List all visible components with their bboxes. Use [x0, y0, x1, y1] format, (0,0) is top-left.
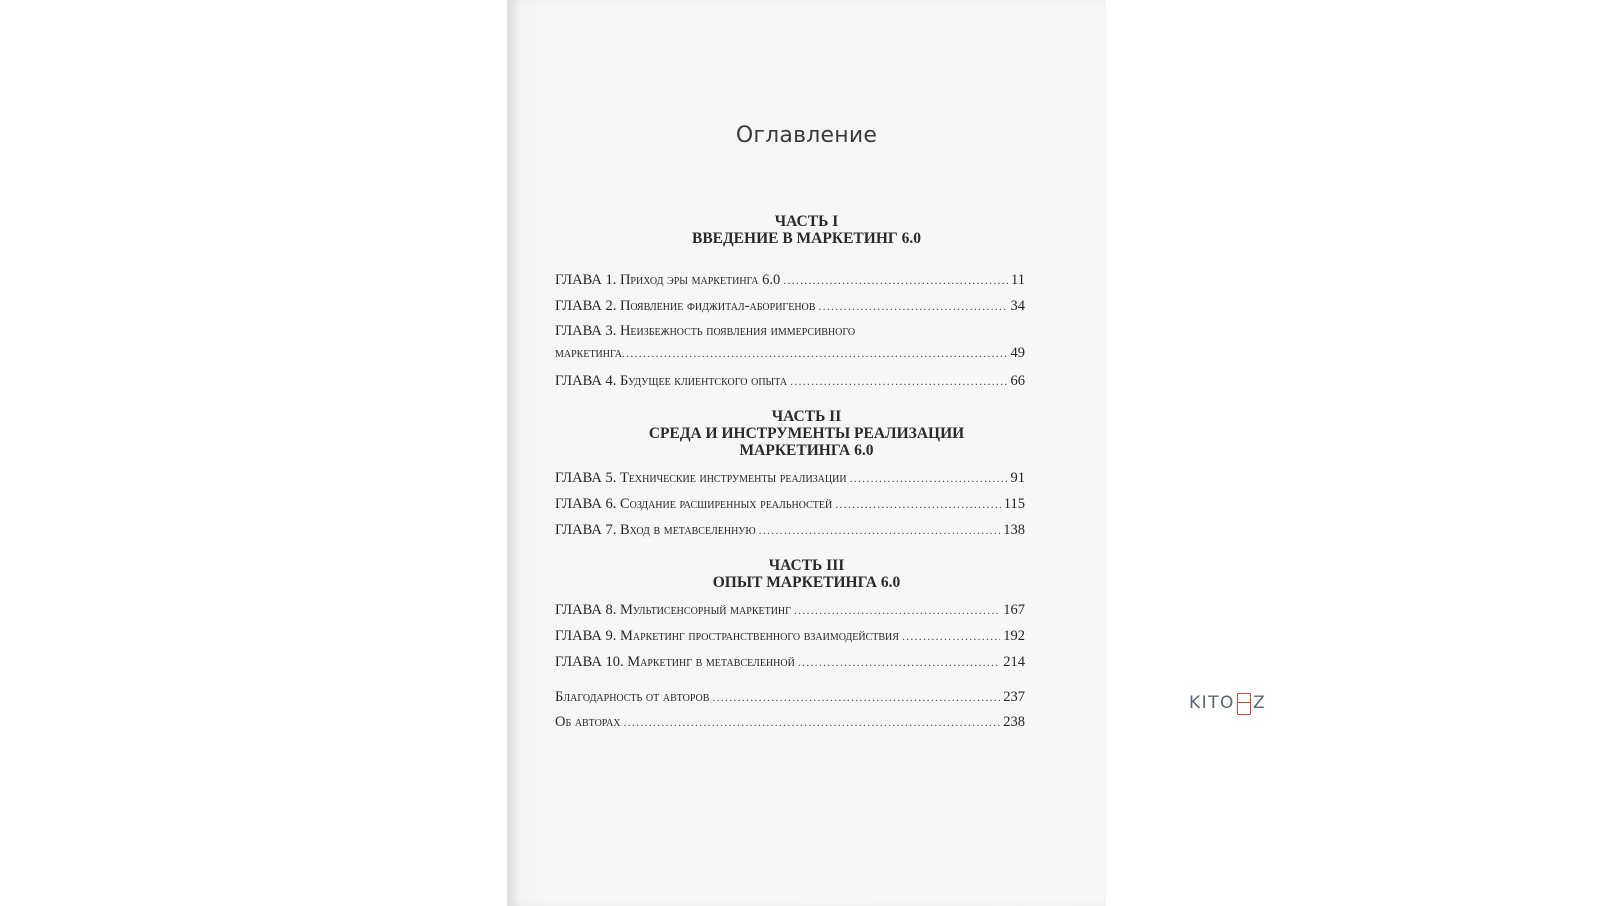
logo-text-right: Z — [1252, 693, 1267, 713]
part-heading-1 — [537, 213, 1076, 247]
chapter-title: Маркетинг в метавселенной — [627, 654, 795, 670]
chapter-title: Технические инструменты реализации — [619, 470, 847, 486]
chapter-title: Создание расширенных реальностей — [619, 496, 833, 512]
part-title: ОПЫТ МАРКЕТИНГА 6.0 — [712, 574, 901, 591]
chapter-prefix: ГЛАВА 9. — [555, 628, 617, 644]
dot-leader — [622, 344, 1008, 362]
chapter-prefix: ГЛАВА 1. — [555, 272, 617, 288]
toc-entry-chapter-6[interactable] — [555, 495, 1025, 513]
dot-leader — [798, 653, 1000, 671]
chapter-title: Приход эры маркетинга 6.0 — [619, 272, 781, 288]
page-number: 167 — [1003, 602, 1025, 618]
toc-entry-chapter-7[interactable] — [555, 521, 1025, 539]
chapter-prefix: ГЛАВА 7. — [555, 522, 617, 538]
chapter-prefix: ГЛАВА 2. — [555, 298, 617, 314]
book-icon — [1237, 693, 1251, 715]
chapter-prefix: ГЛАВА 4. — [555, 373, 617, 389]
part-label: ЧАСТЬ I — [774, 213, 839, 230]
logo-text-left: KITO — [1189, 693, 1235, 713]
page-number: 49 — [1010, 345, 1025, 361]
toc-entry-chapter-3[interactable] — [555, 322, 1025, 362]
page-number: 214 — [1003, 654, 1025, 670]
dot-leader — [818, 297, 1007, 315]
page-number: 138 — [1003, 522, 1025, 538]
chapter-title: Маркетинг пространственного взаимодействия — [619, 628, 899, 644]
chapter-title: Будущее клиентского опыта — [619, 373, 788, 389]
chapter-prefix: ГЛАВА 3. — [555, 323, 617, 339]
dot-leader — [790, 372, 1007, 390]
part-label: ЧАСТЬ II — [771, 408, 842, 425]
part-heading-3 — [537, 557, 1076, 591]
kitobz-logo — [1189, 692, 1266, 714]
page-title: Оглавление — [735, 123, 878, 148]
part-label: ЧАСТЬ III — [768, 557, 845, 574]
toc-entry-chapter-2[interactable] — [555, 297, 1025, 315]
dot-leader — [783, 271, 1008, 289]
toc-entry-acknowledgements[interactable] — [555, 688, 1025, 706]
dot-leader — [624, 713, 1001, 731]
chapter-title: Появление фиджитал-аборигенов — [619, 298, 816, 314]
part-title: МАРКЕТИНГА 6.0 — [739, 442, 874, 459]
chapter-title-continued: маркетинга — [555, 345, 622, 361]
toc-entry-chapter-5[interactable] — [555, 469, 1025, 487]
part-heading-2 — [537, 408, 1076, 459]
entry-title: Благодарность от авторов — [555, 689, 710, 705]
toc-entry-chapter-4[interactable] — [555, 372, 1025, 390]
chapter-title: Неизбежность появления иммерсивного — [619, 323, 856, 339]
chapter-prefix: ГЛАВА 10. — [555, 654, 624, 670]
toc-entry-chapter-9[interactable] — [555, 627, 1025, 645]
page-number: 238 — [1003, 714, 1025, 730]
dot-leader — [759, 521, 1001, 539]
chapter-title: Вход в метавселенную — [619, 522, 756, 538]
book-page — [507, 0, 1106, 906]
toc-entry-chapter-1[interactable] — [555, 271, 1025, 289]
toc-entry-chapter-8[interactable] — [555, 601, 1025, 619]
dot-leader — [850, 469, 1008, 487]
chapter-prefix: ГЛАВА 6. — [555, 496, 617, 512]
page-number: 91 — [1010, 470, 1025, 486]
chapter-prefix: ГЛАВА 8. — [555, 602, 617, 618]
part-title: СРЕДА И ИНСТРУМЕНТЫ РЕАЛИЗАЦИИ — [648, 425, 965, 442]
page-number: 11 — [1011, 272, 1025, 288]
page-number: 115 — [1003, 496, 1025, 512]
dot-leader — [902, 627, 1000, 645]
dot-leader — [794, 601, 1000, 619]
page-number: 192 — [1003, 628, 1025, 644]
toc-entry-about-authors[interactable] — [555, 713, 1025, 731]
chapter-prefix: ГЛАВА 5. — [555, 470, 617, 486]
dot-leader — [712, 688, 1000, 706]
entry-title: Об авторах — [555, 714, 621, 730]
page-number: 237 — [1003, 689, 1025, 705]
toc-entry-chapter-10[interactable] — [555, 653, 1025, 671]
chapter-title: Мультисенсорный маркетинг — [619, 602, 791, 618]
dot-leader — [835, 495, 1001, 513]
page-number: 66 — [1010, 373, 1025, 389]
page-number: 34 — [1010, 298, 1025, 314]
part-title: ВВЕДЕНИЕ В МАРКЕТИНГ 6.0 — [692, 230, 921, 247]
